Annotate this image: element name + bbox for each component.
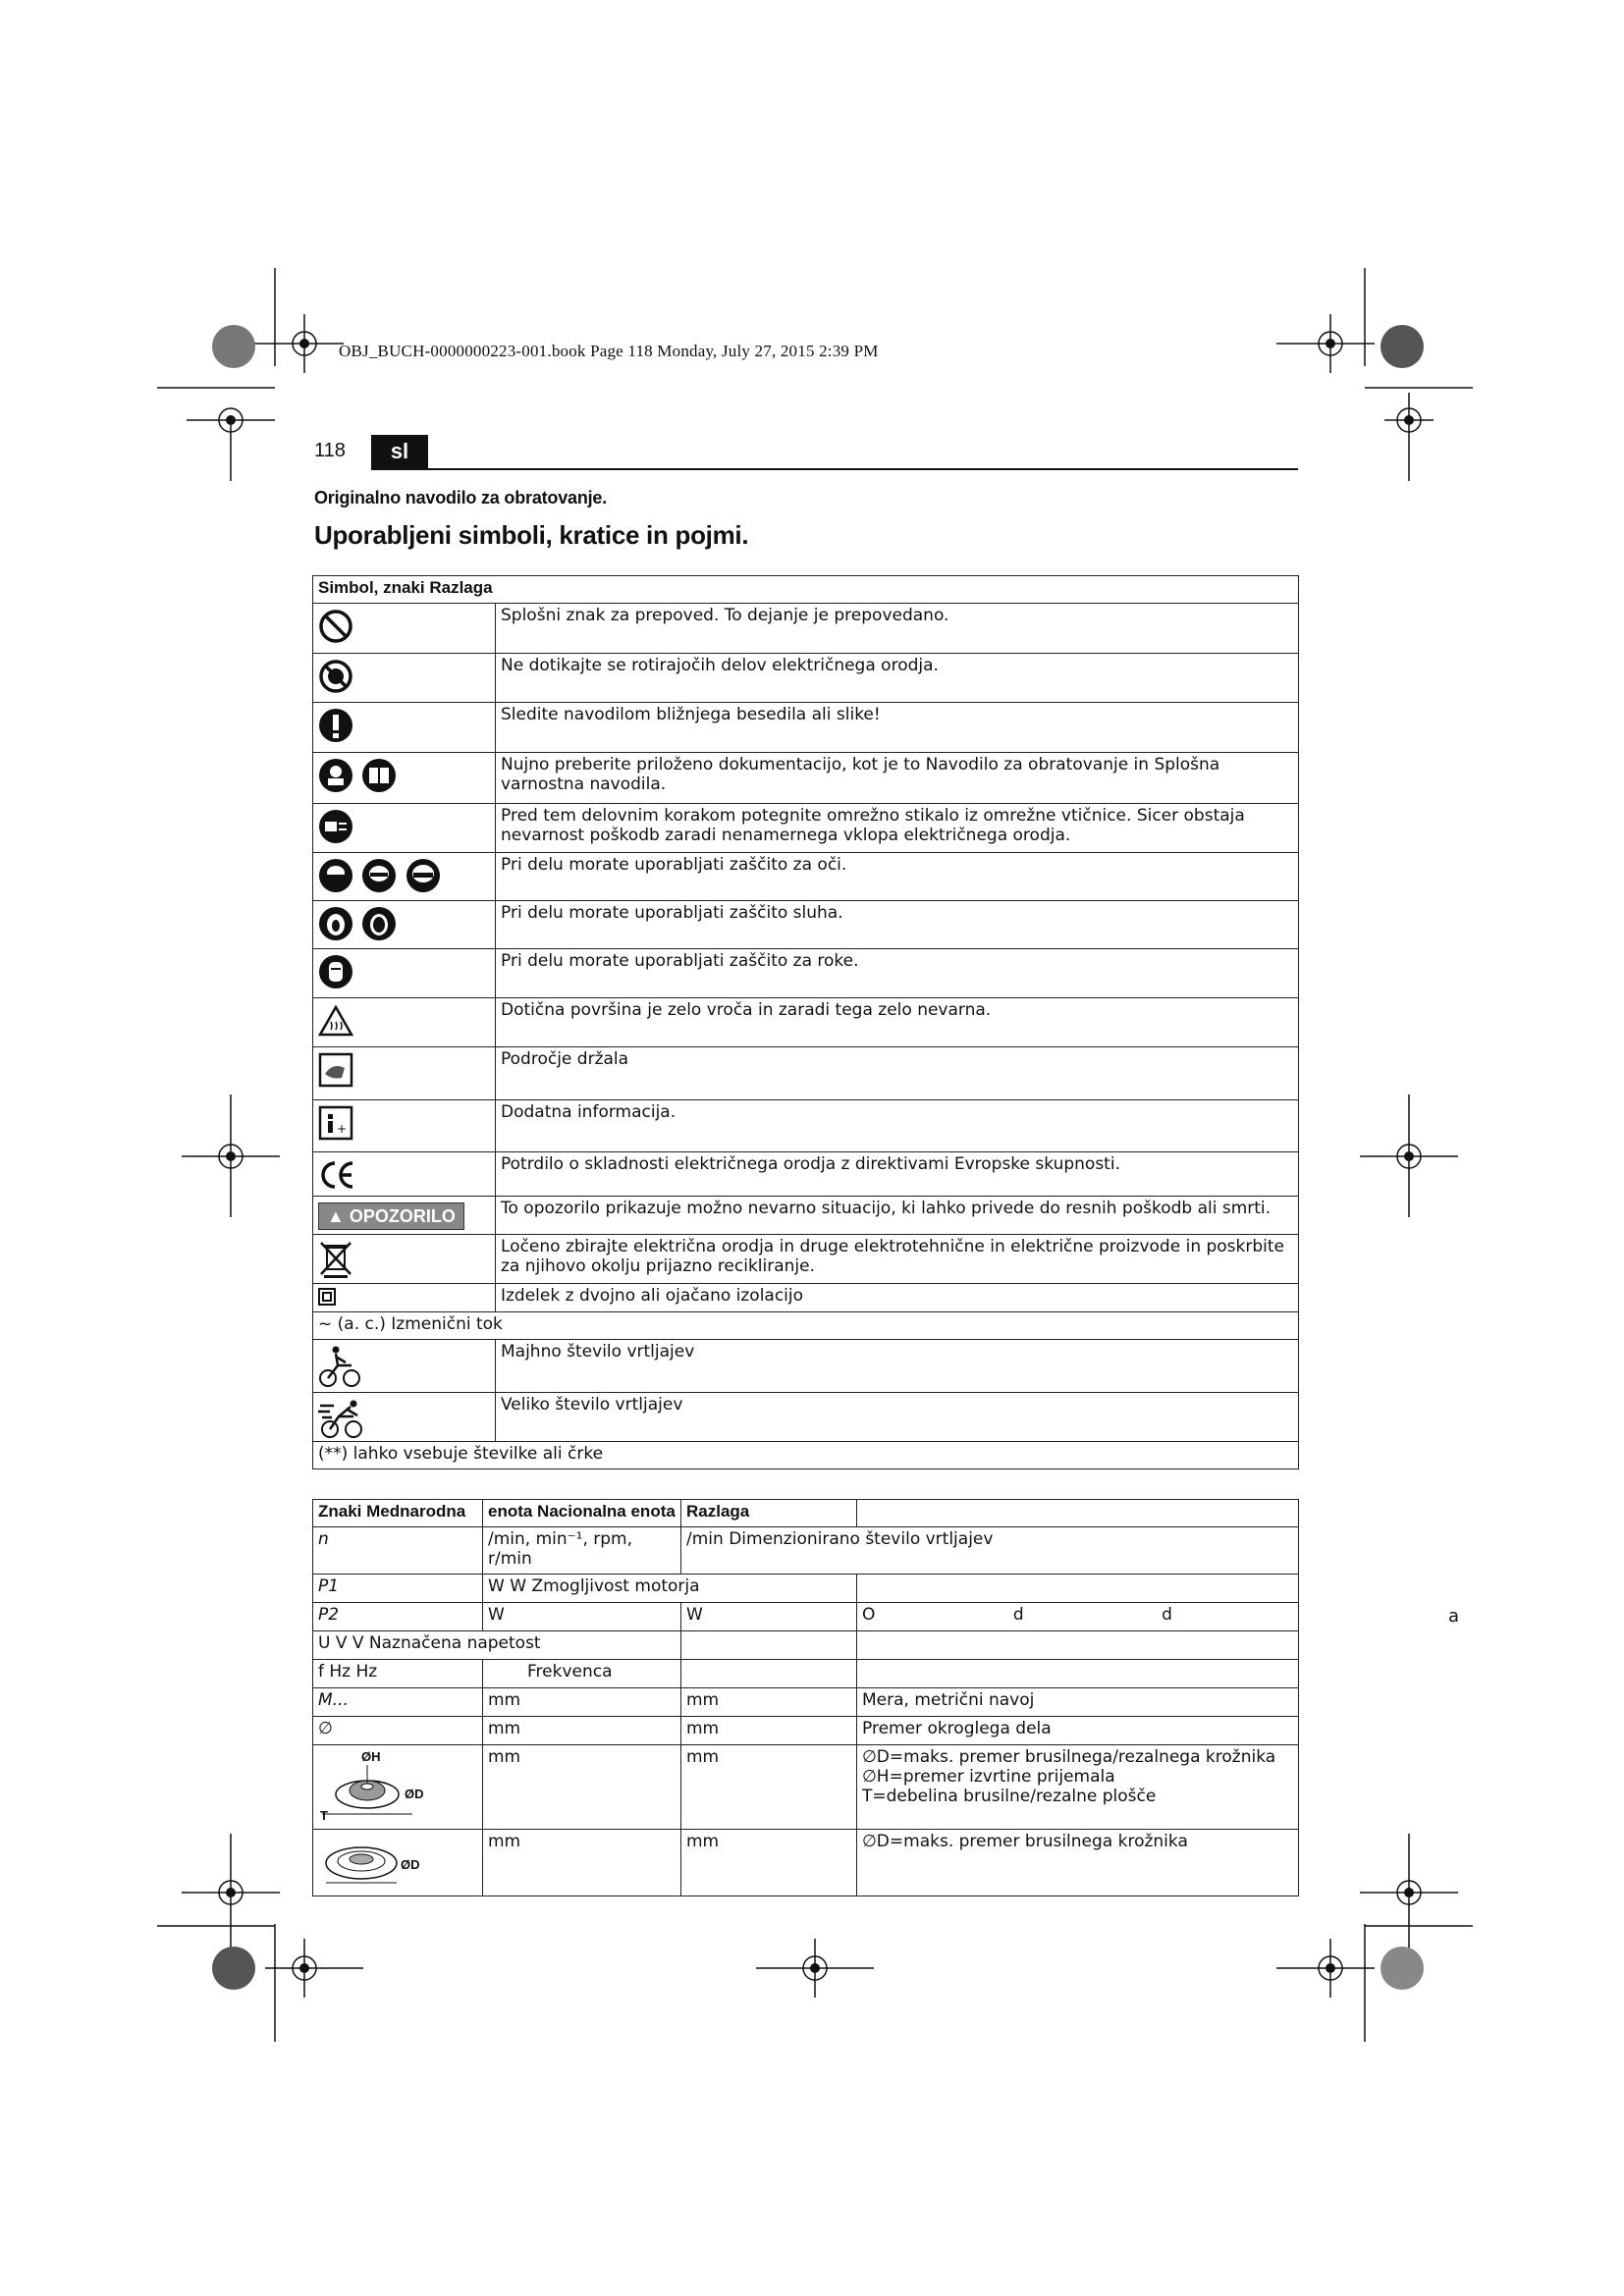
cell: /min, min⁻¹, rpm, r/min: [483, 1527, 681, 1575]
table-row: [313, 853, 1299, 901]
header-cell: enota Nacionalna enota: [483, 1500, 681, 1527]
cell: P1: [313, 1575, 483, 1603]
cell: ∅D=maks. premer brusilnega krožnika: [857, 1830, 1299, 1896]
page-number: 118: [314, 440, 346, 461]
book-icon: [361, 758, 397, 793]
row-text: To opozorilo prikazuje možno nevarno situacijo, ki lahko privede do resnih poškodb ali smrti.: [496, 1197, 1299, 1235]
symbol-cell: [313, 1100, 496, 1152]
od-label: ØD: [401, 1857, 420, 1872]
symbol-cell: [313, 703, 496, 753]
cell: f Hz Hz: [313, 1660, 483, 1688]
table-row: [313, 949, 1299, 998]
file-header: OBJ_BUCH-0000000223-001.book Page 118 Monday, July 27, 2015 2:39 PM: [339, 342, 879, 360]
cell: W: [483, 1603, 681, 1631]
ear-protection-icon: [318, 906, 353, 941]
row-text: ~ (a. c.) Izmenični tok: [313, 1312, 1299, 1340]
row-text: (**) lahko vsebuje številke ali črke: [313, 1442, 1299, 1469]
warning-label: OPOZORILO: [349, 1206, 456, 1226]
row-text: Veliko število vrtljajev: [496, 1393, 1299, 1442]
row-text: Nujno preberite priloženo dokumentacijo, kot je to Navodilo za obratovanje in Splošna varnostna navodila.: [496, 753, 1299, 804]
cell: mm: [483, 1830, 681, 1896]
glove-icon: [318, 954, 353, 989]
row-text: Pred tem delovnim korakom potegnite omrežno stikalo iz omrežne vtičnice. Sicer obstaja nevarnost poškodb zaradi nenamernega vklopa električnega orodja.: [496, 804, 1299, 853]
table-row: [313, 604, 1299, 654]
row-text: Potrdilo o skladnosti električnega orodja z direktivami Evropske skupnosti.: [496, 1152, 1299, 1197]
symbol-cell: [313, 1284, 496, 1312]
stray-letter: a: [1448, 1606, 1460, 1627]
table-row: [313, 1830, 1299, 1896]
row-text: Ne dotikajte se rotirajočih delov električnega orodja.: [496, 654, 1299, 703]
info-icon: [318, 1105, 353, 1141]
table-row: [313, 703, 1299, 753]
cell: mm: [483, 1688, 681, 1717]
table-row: [313, 1340, 1299, 1393]
table-row: [313, 1688, 1299, 1717]
cell: Premer okroglega dela: [857, 1717, 1299, 1745]
symbol-cell: [313, 604, 496, 654]
row-text: Splošni znak za prepoved. To dejanje je prepovedano.: [496, 604, 1299, 654]
cell: Mera, metrični navoj: [857, 1688, 1299, 1717]
row-text: Pri delu morate uporabljati zaščito za oči.: [496, 853, 1299, 901]
table-row: [313, 1152, 1299, 1197]
symbol-cell: [313, 853, 496, 901]
row-text: Področje držala: [496, 1047, 1299, 1100]
cell: [313, 1830, 483, 1896]
table-row: [313, 1603, 1299, 1631]
no-touch-rotating-icon: [318, 659, 353, 694]
symbol-cell: [313, 1393, 496, 1442]
table-row: [313, 1442, 1299, 1469]
cell: mm: [483, 1745, 681, 1830]
table-header-row: [313, 576, 1299, 604]
svg-text:+: +: [337, 1122, 348, 1136]
table-row: [313, 1527, 1299, 1575]
symbols-table: [312, 575, 1299, 1469]
symbol-cell: [313, 753, 496, 804]
cell: n: [313, 1527, 483, 1575]
row-text: Dodatna informacija.: [496, 1100, 1299, 1152]
symbol-cell: [313, 949, 496, 998]
ear-muff-icon: [361, 906, 397, 941]
units-table: [312, 1499, 1299, 1896]
row-text: Dotična površina je zelo vroča in zaradi tega zelo nevarna.: [496, 998, 1299, 1047]
table-row: [313, 1312, 1299, 1340]
table-header-row: [313, 1500, 1299, 1527]
table-row: [313, 1047, 1299, 1100]
header-cell: [857, 1500, 1299, 1527]
cell: mm: [483, 1717, 681, 1745]
table-row: [313, 1197, 1299, 1235]
cell: W W Zmogljivost motorja: [483, 1575, 857, 1603]
symbol-cell: [313, 901, 496, 949]
table-row: [313, 654, 1299, 703]
cell: P2: [313, 1603, 483, 1631]
unplug-icon: [318, 809, 353, 844]
grip-area-icon: [318, 1052, 353, 1088]
cell: U V V Naznačena napetost: [313, 1631, 681, 1660]
table-row: [313, 1575, 1299, 1603]
cell: [681, 1660, 857, 1688]
symbols-header: Simbol, znaki Razlaga: [313, 576, 1299, 604]
table-row: [313, 804, 1299, 853]
cell: ∅D=maks. premer brusilnega/rezalnega krožnika ∅H=premer izvrtine prijemala T=debelina brusilne/rezalne plošče: [857, 1745, 1299, 1830]
table-row: [313, 998, 1299, 1047]
cell: M...: [313, 1688, 483, 1717]
hot-surface-icon: [318, 1003, 353, 1039]
cell: [857, 1660, 1299, 1688]
slow-bike-icon: [318, 1345, 361, 1388]
cell: mm: [681, 1688, 857, 1717]
table-row: [313, 1393, 1299, 1442]
symbol-cell: [313, 1047, 496, 1100]
row-text: Sledite navodilom bližnjega besedila ali slike!: [496, 703, 1299, 753]
cell: [857, 1631, 1299, 1660]
symbol-cell: [313, 654, 496, 703]
weee-bin-icon: [318, 1240, 353, 1279]
cell: mm: [681, 1830, 857, 1896]
t-label: T: [320, 1808, 328, 1822]
double-insulation-icon: [318, 1288, 336, 1306]
subtitle: Originalno navodilo za obratovanje.: [314, 488, 608, 507]
cell: [681, 1631, 857, 1660]
exclamation-icon: [318, 708, 353, 743]
symbol-cell: [313, 1235, 496, 1284]
cell: mm: [681, 1745, 857, 1830]
cell: W: [681, 1603, 857, 1631]
language-tag: sl: [371, 435, 428, 468]
grinding-disc-diagram-icon: [318, 1747, 436, 1822]
cell: Frekvenca: [483, 1660, 681, 1688]
symbol-cell: [313, 1197, 496, 1235]
table-row: [313, 1631, 1299, 1660]
cell: [313, 1745, 483, 1830]
symbol-cell: [313, 1152, 496, 1197]
oh-label: ØH: [361, 1749, 381, 1764]
cell: mm: [681, 1717, 857, 1745]
table-row: [313, 901, 1299, 949]
eye-protection-icon: [318, 858, 353, 893]
row-text: Ločeno zbirajte električna orodja in druge elektrotehnične in električne proizvode in poskrbite za njihovo okolju prijazno recikliranje.: [496, 1235, 1299, 1284]
header-cell: Razlaga: [681, 1500, 857, 1527]
prohibition-icon: [318, 609, 353, 644]
cell: [857, 1575, 1299, 1603]
table-row: [313, 1100, 1299, 1152]
row-text: Majhno število vrtljajev: [496, 1340, 1299, 1393]
symbol-cell: [313, 804, 496, 853]
backing-pad-diagram-icon: [318, 1832, 436, 1889]
table-row: [313, 1660, 1299, 1688]
table-row: [313, 1717, 1299, 1745]
ce-mark-icon: [318, 1157, 357, 1191]
fast-bike-icon: [318, 1398, 367, 1439]
warning-badge: ▲ OPOZORILO: [318, 1202, 464, 1230]
cell: O d d: [857, 1603, 1299, 1631]
page-title: Uporabljeni simboli, kratice in pojmi.: [314, 520, 749, 550]
cell: ∅: [313, 1717, 483, 1745]
table-row: [313, 1235, 1299, 1284]
symbol-cell: [313, 998, 496, 1047]
cell: /min Dimenzionirano število vrtljajev: [681, 1527, 1299, 1575]
table-row: [313, 1284, 1299, 1312]
table-row: [313, 1745, 1299, 1830]
goggles-icon: [406, 858, 441, 893]
symbol-cell: [313, 1340, 496, 1393]
header-cell: Znaki Mednarodna: [313, 1500, 483, 1527]
table-row: [313, 753, 1299, 804]
row-text: Pri delu morate uporabljati zaščito sluha.: [496, 901, 1299, 949]
header-rule: [371, 468, 1298, 470]
row-text: Pri delu morate uporabljati zaščito za roke.: [496, 949, 1299, 998]
row-text: Izdelek z dvojno ali ojačano izolacijo: [496, 1284, 1299, 1312]
od-label: ØD: [405, 1787, 424, 1801]
face-shield-icon: [361, 858, 397, 893]
read-manual-icon: [318, 758, 353, 793]
